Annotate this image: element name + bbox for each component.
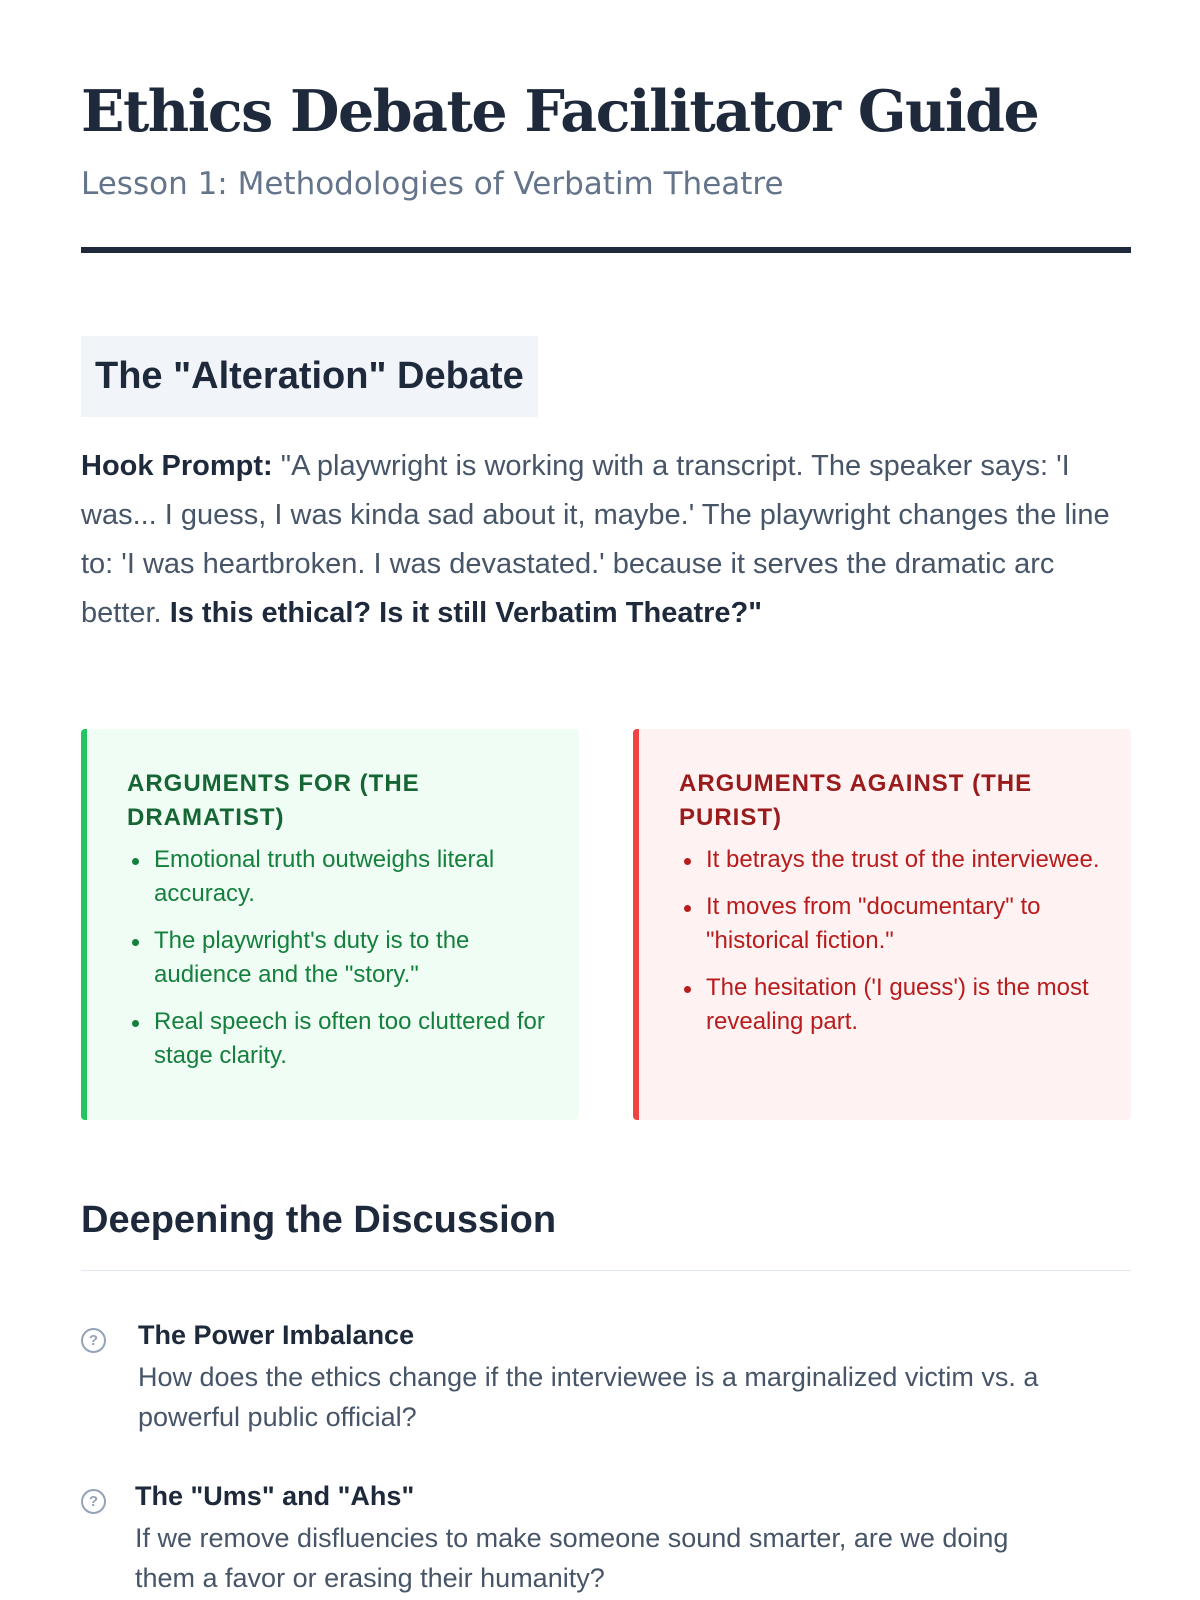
list-item: The hesitation ('I guess') is the most revealing part. bbox=[706, 971, 1101, 1039]
arguments-against-card bbox=[633, 729, 1131, 1120]
arguments-for-card bbox=[81, 729, 579, 1120]
page-subtitle: Lesson 1: Methodologies of Verbatim Theatre bbox=[81, 166, 784, 202]
arguments-for-heading: ARGUMENTS FOR (THE DRAMATIST) bbox=[127, 770, 420, 831]
discussion-divider bbox=[81, 1270, 1131, 1271]
list-item: The playwright's duty is to the audience and the "story." bbox=[154, 924, 549, 992]
section-heading: The "Alteration" Debate bbox=[95, 355, 524, 397]
list-item: Real speech is often too cluttered for stage clarity. bbox=[154, 1005, 549, 1073]
question-circle-icon: ? bbox=[81, 1328, 106, 1353]
section-heading-box bbox=[81, 336, 538, 417]
arguments-for-list bbox=[127, 843, 549, 1073]
header-divider bbox=[81, 247, 1131, 253]
page-title: Ethics Debate Facilitator Guide bbox=[81, 78, 1039, 145]
arguments-against-heading: ARGUMENTS AGAINST (THE PURIST) bbox=[679, 770, 1033, 831]
question-text: How does the ethics change if the interviewee is a marginalized victim vs. a powerful public official? bbox=[138, 1362, 1039, 1432]
hook-prompt bbox=[81, 442, 1111, 638]
question-title: The "Ums" and "Ahs" bbox=[135, 1481, 415, 1511]
list-item: Emotional truth outweighs literal accuracy. bbox=[154, 843, 549, 911]
list-item: It moves from "documentary" to "historical fiction." bbox=[706, 890, 1101, 958]
arguments-against-list bbox=[679, 843, 1101, 1039]
list-item: It betrays the trust of the interviewee. bbox=[706, 843, 1101, 877]
hook-label: Hook Prompt: bbox=[81, 450, 273, 482]
hook-question: Is this ethical? Is it still Verbatim Theatre? bbox=[169, 597, 749, 629]
question-title: The Power Imbalance bbox=[138, 1320, 415, 1350]
question-text: If we remove disfluencies to make someone sound smarter, are we doing them a favor or erasing their humanity? bbox=[135, 1523, 1009, 1593]
discussion-heading: Deepening the Discussion bbox=[81, 1199, 557, 1241]
hook-text: "A playwright is working with a transcript. The speaker says: 'I was... I guess, I was kinda sad about it, maybe.' The playwright changes the line to: 'I was heartbroken. I was devastated.' because it serves the dramatic arc better. bbox=[81, 450, 1110, 629]
hook-close-quote: " bbox=[748, 597, 762, 629]
question-circle-icon: ? bbox=[81, 1489, 106, 1514]
